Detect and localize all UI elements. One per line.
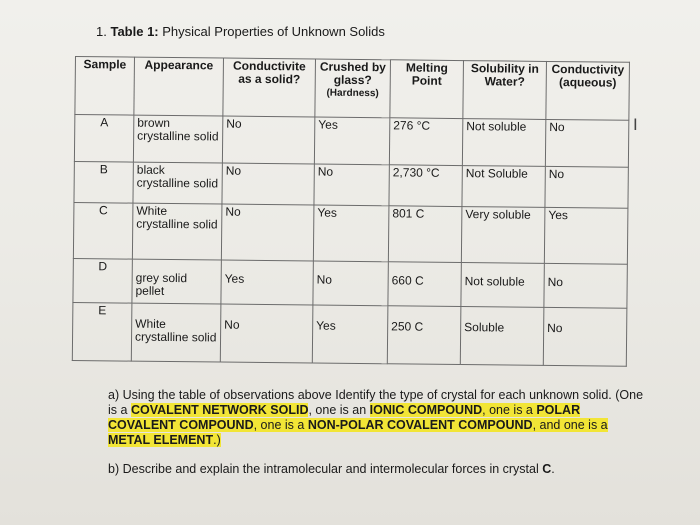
cell-sample: B: [74, 161, 133, 203]
table-row: [73, 202, 628, 264]
header-solubility: Solubility in Water?: [463, 61, 547, 120]
table-title: [96, 24, 385, 39]
table-row: [73, 258, 627, 308]
cell-appearance: brown crystalline solid: [133, 115, 222, 163]
term-metal-element: METAL ELEMENT: [108, 433, 214, 447]
header-appearance: Appearance: [134, 57, 224, 116]
table-header-row: [75, 57, 630, 121]
cell-melting-point: 250 C: [387, 306, 461, 365]
cell-conductivity-solid: No: [221, 204, 314, 261]
question-a-sep: , and one is a: [532, 418, 608, 432]
cell-appearance: White crystalline solid: [132, 203, 222, 260]
table-row: [72, 302, 627, 366]
cell-conductivity-aqueous: No: [544, 263, 627, 308]
cell-conductivity-aqueous: Yes: [544, 207, 628, 264]
cell-conductivity-solid: Yes: [221, 260, 313, 305]
question-a-sep: , one is a: [253, 418, 308, 432]
question-b-text: b) Describe and explain the intramolecular and intermolecular forces in crystal: [108, 462, 543, 476]
term-polar-covalent: POLAR COVALENT COMPOUND: [108, 403, 581, 432]
cell-solubility: Very soluble: [461, 207, 545, 264]
cell-conductivity-solid: No: [222, 163, 314, 205]
title-number: 1.: [96, 24, 107, 39]
header-crushed-label: Crushed by glass?: [319, 59, 386, 88]
cell-melting-point: 660 C: [388, 262, 461, 307]
cell-appearance: black crystalline solid: [133, 162, 222, 204]
cell-crushed: Yes: [313, 205, 389, 262]
properties-table: [72, 56, 630, 367]
table-row: [74, 115, 628, 168]
term-ionic: IONIC COMPOUND: [369, 403, 483, 417]
cell-solubility: Not soluble: [462, 119, 545, 167]
header-crushed: [315, 59, 391, 118]
cell-appearance: White crystalline solid: [131, 303, 221, 362]
cell-crushed: Yes: [312, 305, 388, 364]
header-conductivity-aqueous: Conductivity (aqueous): [546, 61, 630, 120]
header-conductivity-solid: Conductivite as a solid?: [223, 58, 316, 117]
cell-melting-point: 276 °C: [389, 118, 462, 166]
cell-melting-point: 2,730 °C: [389, 165, 462, 207]
header-melting-point: Melting Point: [390, 60, 464, 119]
term-non-polar-covalent: NON-POLAR COVALENT COMPOUND: [307, 418, 533, 432]
question-a-sep: , one is an: [308, 403, 370, 417]
cell-sample: C: [73, 202, 133, 259]
cell-solubility: Not Soluble: [462, 166, 545, 208]
cell-crushed: Yes: [314, 117, 389, 165]
table-row: [74, 161, 628, 208]
cell-crushed: No: [314, 164, 389, 206]
cell-melting-point: 801 C: [388, 206, 462, 263]
cell-conductivity-aqueous: No: [545, 166, 628, 208]
title-text: Physical Properties of Unknown Solids: [162, 24, 385, 39]
term-covalent-network: COVALENT NETWORK SOLID: [130, 403, 309, 417]
cell-crushed: No: [313, 261, 388, 306]
cell-appearance: grey solid pellet: [132, 259, 221, 304]
question-a-prefix: a) Using the table of observations above Identify the type of crystal for each unknown solid. (One is a: [108, 388, 644, 417]
cell-sample: A: [74, 115, 133, 163]
cell-sample: D: [73, 258, 132, 303]
question-b: [108, 462, 555, 476]
question-b-crystal: C: [542, 462, 552, 476]
cell-conductivity-aqueous: No: [543, 307, 627, 366]
cell-conductivity-solid: No: [220, 304, 313, 363]
cell-conductivity-aqueous: No: [545, 119, 628, 167]
title-label: Table 1:: [110, 24, 159, 39]
cell-solubility: Soluble: [460, 307, 544, 366]
text-cursor-icon: I: [633, 115, 638, 134]
header-sample: Sample: [75, 57, 135, 116]
cell-conductivity-solid: No: [222, 116, 314, 164]
cell-sample: E: [72, 302, 132, 361]
question-a: [108, 388, 648, 448]
header-hardness-note: (Hardness): [326, 87, 379, 100]
cell-solubility: Not soluble: [461, 263, 544, 308]
question-b-end: .: [551, 462, 555, 476]
question-a-sep: , one is a: [482, 403, 537, 417]
question-a-suffix: .): [213, 433, 221, 447]
